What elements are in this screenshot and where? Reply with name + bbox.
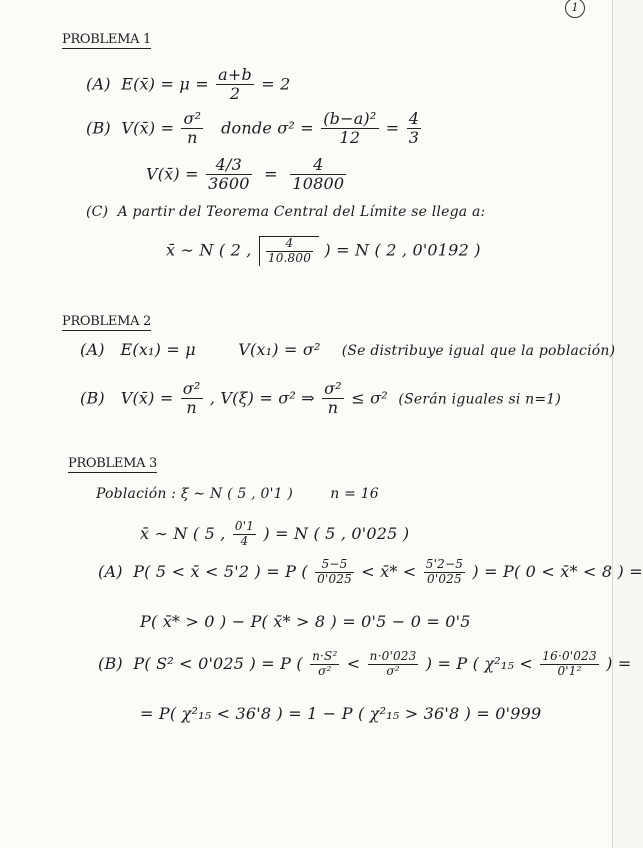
- p3-part-b-result: = P( χ²₁₅ < 36'8 ) = 1 − P ( χ²₁₅ > 36'8 ) = 0'999: [140, 704, 542, 723]
- p3-part-a: (A) P( 5 < x̄ < 5'2 ) = P ( $\frac{5-5}{0'025}$ < x̄* < $\frac{5'2-5}{0'025}$ ) = P( 0 < x̄* < 8 ) =: [98, 557, 643, 586]
- p1-part-c: (C) A partir del Teorema Central del Límite se llega a:: [86, 204, 486, 220]
- p3-population: Población : ξ ∼ N ( 5 , 0'1 ) n = 16: [96, 486, 379, 502]
- problem-1-title: PROBLEMA 1: [62, 32, 151, 47]
- p3-sample-mean-distribution: x̄ ∼ N ( 5 , $\frac{0'1}{4}$ ) = N ( 5 , 0'025 ): [140, 519, 410, 548]
- problem-3-title: PROBLEMA 3: [68, 456, 157, 471]
- p2-part-b: (B) V(x̄) = $\frac{\text{σ²}}{n}$ , V(ξ) = σ² ⇒ $\frac{\text{σ²}}{n}$ ≤ σ² (Serán iguales si n=1): [80, 379, 562, 418]
- p3-part-a-result: P( x̄* > 0 ) − P( x̄* > 8 ) = 0'5 − 0 = 0'5: [140, 612, 471, 631]
- problem-2-title: PROBLEMA 2: [62, 314, 151, 329]
- p2-part-a: (A) E(x₁) = μ V(x₁) = σ² (Se distribuye igual que la población): [80, 340, 616, 359]
- p3-part-b: (B) P( S² < 0'025 ) = P ( $\frac{\text{n·S²}}{\text{σ²}}$ < $\frac{n\cdot 0'023}{\text{σ²}}$ ) = P ( χ²₁₅ < $\frac{16\cdot 0'023}{\text{0'1²}}$ ) =: [98, 649, 632, 678]
- p1-part-a: (A) E(x̄) = μ = $\frac{a+b}{2}$ = 2: [86, 65, 291, 104]
- page-number: 1: [565, 0, 585, 18]
- p1-part-b: (B) V(x̄) = $\frac{\text{σ²}}{n}$ donde σ² = $\frac{\text{(b−a)²}}{12}$ = $\frac{4}{3}$: [86, 109, 420, 148]
- p1-part-b-variance: V(x̄) = $\frac{4/3}{3600}$ = $\frac{4}{10800}$: [146, 155, 345, 194]
- p1-part-c-distribution: x̄ ∼ N ( 2 , $\frac{4}{10.800}$ ) = N ( 2 , 0'0192 ): [166, 236, 481, 265]
